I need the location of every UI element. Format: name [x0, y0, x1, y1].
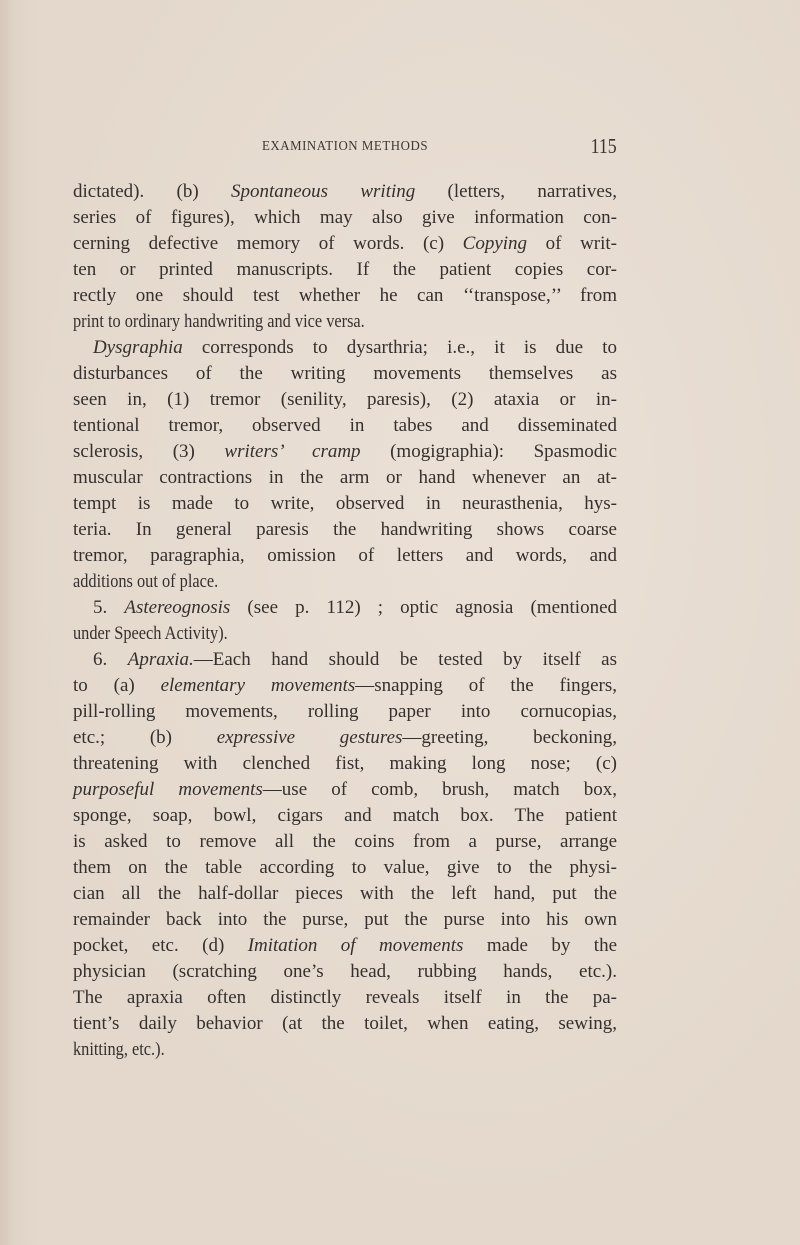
- text-run: 6.: [93, 649, 128, 670]
- text-line-content: [73, 881, 617, 907]
- text-run: of writ-: [527, 233, 617, 254]
- text-run: threatening with clenched fist, making long nose; (c): [73, 753, 617, 774]
- running-head-title: EXAMINATION METHODS: [261, 139, 429, 154]
- text-run: (see p. 112) ; optic agnosia (mentioned: [230, 597, 617, 618]
- text-run: teria. In general paresis the handwriting shows coarse: [73, 519, 617, 540]
- text-run: print to ordinary handwriting and vice versa.: [73, 311, 365, 332]
- text-run: 5.: [93, 597, 125, 618]
- text-line: [73, 179, 617, 205]
- text-line: [73, 257, 617, 283]
- text-run: additions out of place.: [73, 571, 219, 592]
- text-line: [73, 543, 617, 569]
- text-run: is asked to remove all the coins from a purse, arrange: [73, 831, 617, 852]
- text-line-content: [73, 309, 365, 335]
- text-line-content: [73, 855, 617, 881]
- text-run: series of figures), which may also give information con-: [73, 207, 617, 228]
- text-run: to (a): [73, 675, 161, 696]
- page-number: 115: [590, 134, 617, 158]
- text-line-content: [73, 283, 617, 309]
- text-line-content: [73, 803, 617, 829]
- text-line-content: [93, 647, 617, 673]
- italic-term: Astereognosis: [124, 597, 231, 618]
- italic-term: Apraxia.: [127, 649, 194, 670]
- text-line: [73, 491, 617, 517]
- text-line: [73, 387, 617, 413]
- text-line-content: [73, 933, 617, 959]
- text-line-content: [73, 569, 218, 595]
- text-line: [73, 205, 617, 231]
- text-run: tempt is made to write, observed in neurasthenia, hys-: [73, 493, 617, 514]
- text-line: [73, 907, 617, 933]
- text-run: sclerosis, (3): [73, 441, 225, 462]
- text-run: physician (scratching one’s head, rubbing hands, etc.).: [73, 961, 617, 982]
- text-run: cian all the half-dollar pieces with the left hand, put the: [73, 883, 617, 904]
- text-run: —use of comb, brush, match box,: [262, 779, 618, 800]
- text-run: made by the: [463, 935, 618, 956]
- text-line-content: [73, 413, 617, 439]
- text-line-content: [93, 335, 617, 361]
- text-line-content: [73, 985, 617, 1011]
- text-line: [73, 673, 617, 699]
- italic-term: Dysgraphia: [93, 337, 183, 358]
- text-line-content: [73, 725, 617, 751]
- text-line: [73, 309, 617, 335]
- text-run: —snapping of the fingers,: [355, 675, 618, 696]
- text-line: [73, 881, 617, 907]
- text-run: dictated). (b): [73, 181, 231, 202]
- text-line: [73, 283, 617, 309]
- text-line-content: [73, 829, 617, 855]
- running-header: [73, 136, 617, 158]
- text-line: [73, 959, 617, 985]
- text-line: [73, 855, 617, 881]
- text-line: [73, 517, 617, 543]
- text-line: [73, 439, 617, 465]
- text-run: tient’s daily behavior (at the toilet, when eating, sewing,: [73, 1013, 617, 1034]
- text-run: corresponds to dysarthria; i.e., it is due to: [182, 337, 617, 358]
- text-line: [73, 335, 617, 361]
- text-run: remainder back into the purse, put the purse into his own: [73, 909, 617, 930]
- text-line-content: [73, 699, 617, 725]
- text-line: [73, 569, 617, 595]
- text-line: [73, 647, 617, 673]
- text-line-content: [73, 231, 617, 257]
- text-run: under Speech Activity).: [73, 623, 228, 644]
- text-line: [73, 361, 617, 387]
- italic-term: writers’ cramp: [224, 441, 361, 462]
- text-line: [73, 699, 617, 725]
- text-line-content: [73, 257, 617, 283]
- text-run: tremor, paragraphia, omission of letters and words, and: [73, 545, 617, 566]
- italic-term: expressive gestures: [216, 727, 403, 748]
- text-run: muscular contractions in the arm or hand whenever an at-: [73, 467, 617, 488]
- text-line: [73, 751, 617, 777]
- text-run: (letters, narratives,: [415, 181, 618, 202]
- italic-term: Imitation of movements: [247, 935, 464, 956]
- text-line-content: [73, 361, 617, 387]
- text-run: sponge, soap, bowl, cigars and match box. The patient: [73, 805, 617, 826]
- text-line: [73, 725, 617, 751]
- text-line: [73, 465, 617, 491]
- body-text: [73, 179, 617, 1063]
- text-line: [73, 829, 617, 855]
- text-run: cerning defective memory of words. (c): [73, 233, 463, 254]
- text-run: ten or printed manuscripts. If the patient copies cor-: [73, 259, 617, 280]
- text-line: [73, 803, 617, 829]
- text-line-content: [73, 543, 617, 569]
- text-run: rectly one should test whether he can ‘‘transpose,’’ from: [73, 285, 617, 306]
- text-line: [73, 621, 617, 647]
- text-line: [73, 231, 617, 257]
- text-line-content: [73, 621, 228, 647]
- text-run: The apraxia often distinctly reveals itself in the pa-: [73, 987, 617, 1008]
- text-line: [73, 413, 617, 439]
- text-line-content: [73, 387, 617, 413]
- text-run: —Each hand should be tested by itself as: [193, 649, 617, 670]
- text-line-content: [73, 465, 617, 491]
- text-line-content: [73, 907, 617, 933]
- text-line-content: [73, 673, 617, 699]
- text-run: seen in, (1) tremor (senility, paresis), (2) ataxia or in-: [73, 389, 617, 410]
- text-run: pocket, etc. (d): [73, 935, 248, 956]
- text-line-content: [73, 777, 617, 803]
- text-run: pill-rolling movements, rolling paper into cornucopias,: [73, 701, 617, 722]
- text-line: [73, 933, 617, 959]
- text-line: [73, 777, 617, 803]
- text-run: them on the table according to value, give to the physi-: [73, 857, 617, 878]
- text-run: —greeting, beckoning,: [402, 727, 617, 748]
- text-run: knitting, etc.).: [73, 1039, 165, 1060]
- text-line: [73, 595, 617, 621]
- text-run: (mogigraphia): Spasmodic: [360, 441, 617, 462]
- text-run: tentional tremor, observed in tabes and disseminated: [73, 415, 617, 436]
- text-line-content: [73, 205, 617, 231]
- italic-term: Spontaneous writing: [230, 181, 416, 202]
- text-line-content: [73, 439, 617, 465]
- text-line-content: [73, 959, 617, 985]
- text-line-content: [73, 179, 617, 205]
- text-line: [73, 985, 617, 1011]
- text-line-content: [73, 1011, 617, 1037]
- text-run: etc.; (b): [73, 727, 217, 748]
- italic-term: purposeful movements: [73, 779, 263, 800]
- text-line-content: [73, 491, 617, 517]
- italic-term: elementary movements: [160, 675, 356, 696]
- text-line-content: [73, 517, 617, 543]
- text-line-content: [73, 751, 617, 777]
- text-run: disturbances of the writing movements themselves as: [73, 363, 617, 384]
- text-line-content: [93, 595, 617, 621]
- text-line: [73, 1037, 617, 1063]
- text-line-content: [73, 1037, 165, 1063]
- text-line: [73, 1011, 617, 1037]
- italic-term: Copying: [462, 233, 528, 254]
